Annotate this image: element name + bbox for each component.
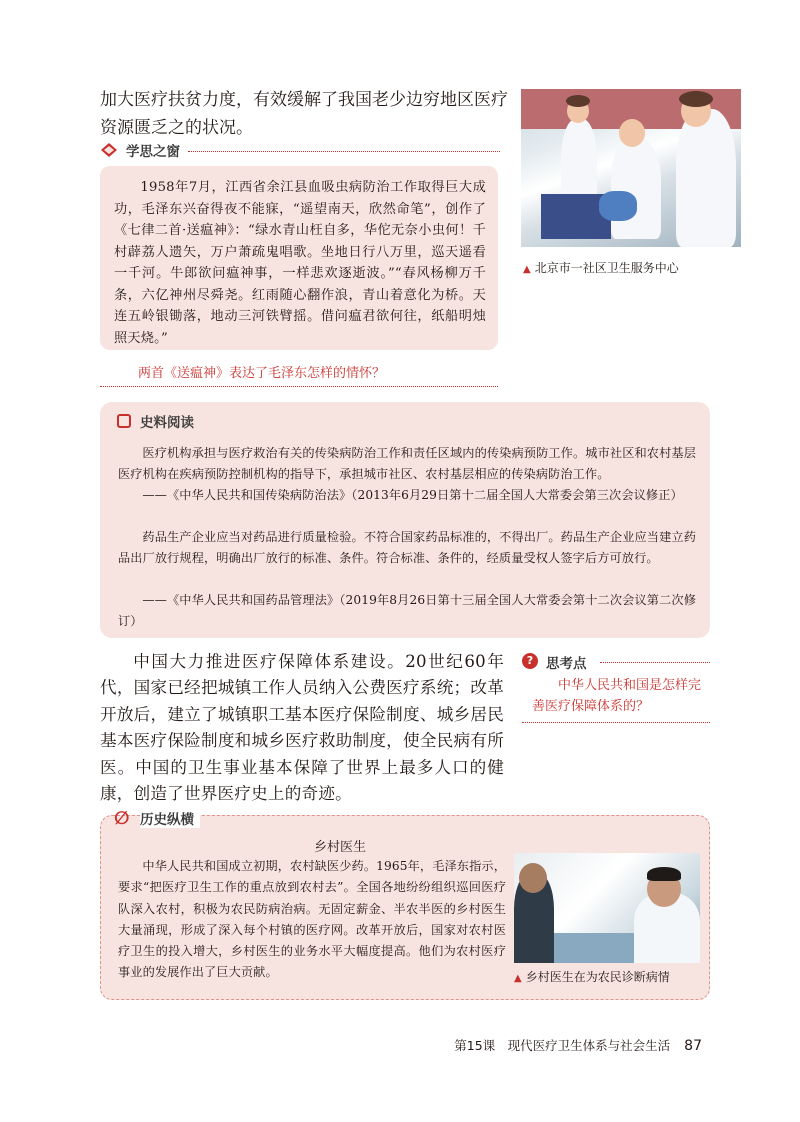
source-citation-2: ——《中华人民共和国药品管理法》（2019年8月26日第十三届全国人大常委会第十二次会议第二次修订） — [118, 593, 696, 628]
divider — [188, 151, 500, 152]
history-text: 中华人民共和国成立初期，农村缺医少药。1965年，毛泽东指示，要求“把医疗卫生工作的重点放到农村去”。全国各地纷纷组织巡回医疗队深入农村，积极为农民防病治病。无固定薪金、半农半医的乡村医生大量涌现，形成了深入每个村镇的医疗网。改革开放后，国家对农村医疗卫生的投入增大，乡村医生的业务水平大幅度提高。他们为农村医疗事业的发展作出了巨大贡献。 — [118, 859, 506, 980]
village-doctor-caption: ▲ 乡村医生在为农民诊断病情 — [514, 970, 670, 984]
lesson-title: 第15课 现代医疗卫生体系与社会生活 — [454, 1038, 671, 1053]
main-paragraph: 中国大力推进医疗保障体系建设。20世纪60年代，国家已经把城镇工作人员纳入公费医疗系统；改革开放后，建立了城镇职工基本医疗保险制度、城乡居民基本医疗保险制度和城乡医疗救助制度，使全民病有所医。中国的卫生事业基本保障了世界上最多人口的健康，创造了世界医疗史上的奇迹。 — [100, 652, 504, 804]
poem-text: 1958年7月，江西省余江县血吸虫病防治工作取得巨大成功，毛泽东兴奋得夜不能寐，“遥望南天，欣然命笔”，创作了《七律二首·送瘟神》：“绿水青山枉自多，华佗无奈小虫何！千村薜荔人遗矢，万户萧疏鬼唱歌。坐地日行八万里，巡天遥看一千河。牛郎欲问瘟神事，一样悲欢逐逝波。”“春风杨柳万千条，六亿神州尽舜尧。红雨随心翻作浪，青山着意化为桥。天连五岭银锄落，地动三河铁臂摇。借问瘟君欲何往，纸船明烛照天烧。” — [114, 180, 486, 346]
source-paragraph-2: 药品生产企业应当对药品进行质量检验。不符合国家药品标准的，不得出厂。药品生产企业应当建立药品出厂放行规程，明确出厂放行的标准、条件。符合标准、条件的，经质量受权人签字后方可放行。 — [118, 530, 696, 565]
divider — [100, 386, 498, 387]
study-window-title: 学思之窗 — [126, 144, 180, 160]
divider — [522, 722, 710, 723]
clinic-photo-caption: ▲ 北京市一社区卫生服务中心 — [523, 261, 679, 275]
village-doctor-photo — [514, 853, 700, 963]
think-point-question: 中华人民共和国是怎样完善医疗保障体系的？ — [532, 678, 702, 714]
history-subtitle: 乡村医生 — [313, 840, 366, 855]
intro-paragraph: 加大医疗扶贫力度，有效缓解了我国老少边穷地区医疗资源匮乏之的状况。 — [100, 90, 508, 138]
source-citation-1: ——《中华人民共和国传染病防治法》（2013年6月29日第十二届全国人大常委会第三次会议修正） — [142, 488, 683, 502]
history-title: 历史纵横 — [140, 808, 200, 828]
source-paragraph-1: 医疗机构承担与医疗救治有关的传染病防治工作和责任区域内的传染病预防工作。城市社区和农村基层医疗机构在疾病预防控制机构的指导下，承担城市社区、农村基层相应的传染病防治工作。 — [118, 446, 696, 481]
source-reading-title: 史料阅读 — [140, 415, 194, 431]
question-icon: ? — [522, 653, 538, 669]
page-footer — [454, 1036, 702, 1054]
diamond-icon — [100, 142, 118, 158]
triangle-icon: ▲ — [514, 973, 522, 984]
study-question: 两首《送瘟神》表达了毛泽东怎样的情怀？ — [138, 366, 386, 381]
history-swirl-icon: ∅ — [114, 808, 130, 829]
triangle-icon: ▲ — [523, 264, 531, 275]
clinic-photo — [521, 89, 741, 247]
study-window-header — [100, 140, 500, 160]
divider — [600, 662, 710, 663]
book-icon — [117, 414, 131, 428]
think-point-title: 思考点 — [546, 656, 587, 672]
page-number: 87 — [684, 1038, 702, 1054]
